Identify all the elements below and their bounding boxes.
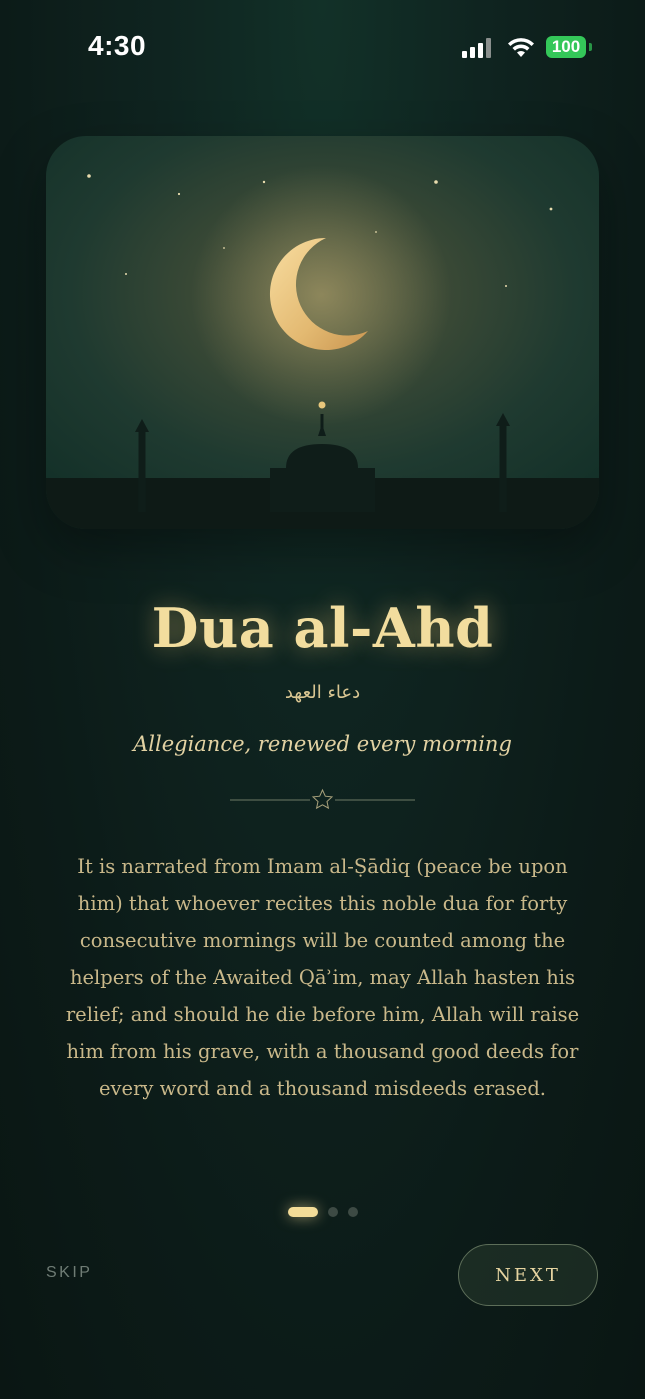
battery-icon [546,36,586,58]
arabic-title: دعاء العهد [284,682,361,703]
page-dot-1[interactable] [288,1207,318,1217]
night-sky-scene [46,136,599,529]
status-time: 4:30 [88,30,147,61]
page-title: Dua al-Ahd [151,596,494,660]
page-dot-2[interactable] [328,1207,338,1217]
subtitle: Allegiance, renewed every morning [133,732,512,756]
skip-button[interactable]: SKIP [46,1264,93,1281]
battery-level: 100 [551,37,581,56]
star-icon [313,790,332,808]
hero-illustration [46,136,599,529]
wifi-icon [506,36,536,58]
battery-cap [589,43,592,51]
status-bar [0,0,645,96]
next-button[interactable]: NEXT [458,1244,598,1306]
page-indicator [288,1206,358,1218]
description-text: It is narrated from Imam al-Ṣādiq (peace be upon him) that whoever recites this noble dua for forty consecutive mornings will be counted among the helpers of the Awaited Qāʾim, may Allah hasten his relief; and should he die before him, Allah will raise him from his grave, with a thousand good deeds for every word and a thousand misdeeds erased. [65,855,580,1100]
page-dot-3[interactable] [348,1207,358,1217]
signal-icon [462,38,494,58]
star-divider [230,788,415,812]
